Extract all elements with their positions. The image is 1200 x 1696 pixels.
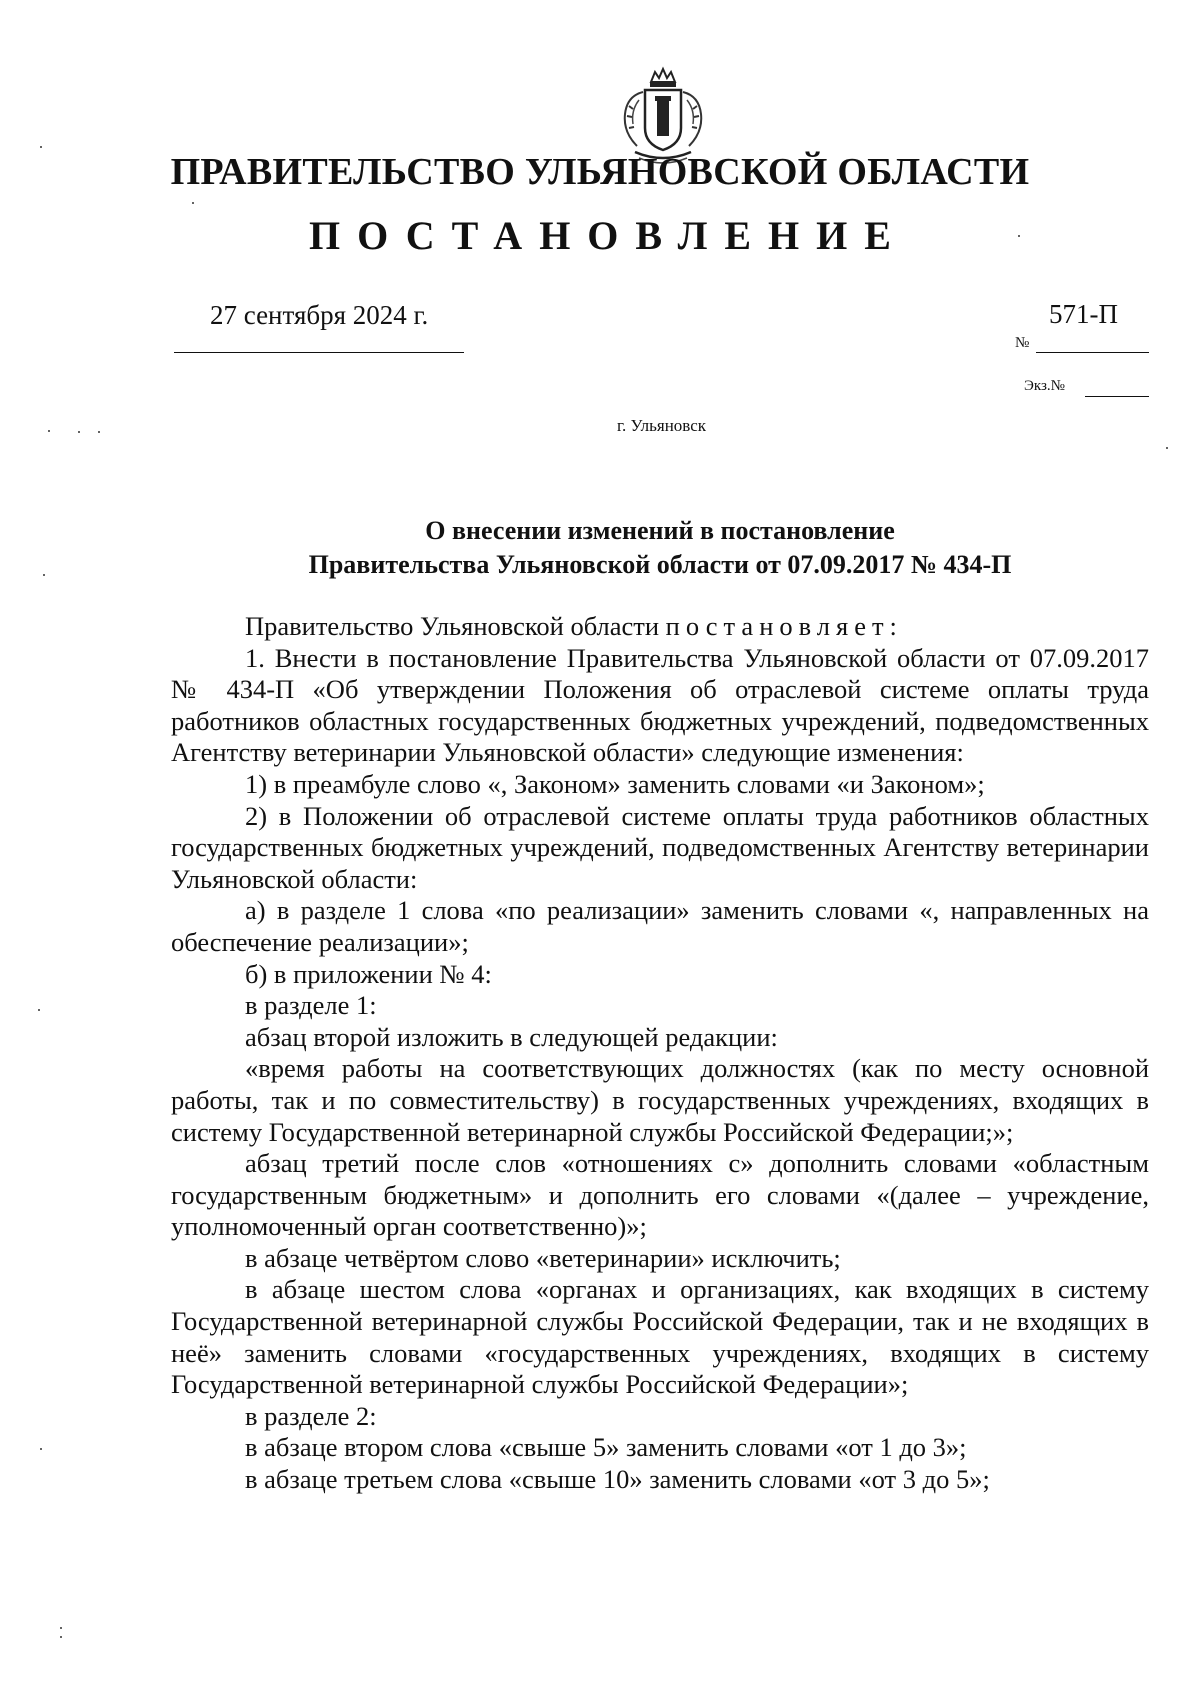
body-paragraph: 2) в Положении об отраслевой системе оплаты труда работников областных государственных бюджетных учреждений, подведомственных Агентству ветеринарии Ульяновской области: xyxy=(171,800,1149,894)
body-paragraph: абзац второй изложить в следующей редакции: xyxy=(245,1021,778,1052)
intro-verb: постановляет: xyxy=(665,611,903,641)
body-paragraph: «время работы на соответствующих должностях (как по месту основной работы, так и по совместительству) в государственных учреждениях, входящих в систему Государственной ветеринарной службы Российской Федерации;»; xyxy=(171,1053,1149,1147)
copy-number-label: Экз.№ xyxy=(1024,378,1065,394)
document-subject xyxy=(160,514,1160,582)
body-paragraph: 1) в преамбуле слово «, Законом» заменить словами «и Законом»; xyxy=(245,768,985,799)
document-date: 27 сентября 2024 г. xyxy=(210,300,429,330)
subject-line-2: Правительства Ульяновской области от 07.09.2017 № 434-П xyxy=(308,550,1012,579)
document-type: ПОСТАНОВЛЕНИЕ xyxy=(309,213,908,258)
scan-speck xyxy=(60,1636,62,1638)
body-paragraph: в абзаце втором слова «свыше 5» заменить словами «от 1 до 3»; xyxy=(245,1432,967,1463)
scan-speck xyxy=(43,574,45,576)
body-paragraph: а) в разделе 1 слова «по реализации» заменить словами «, направленных на обеспечение реализации»; xyxy=(171,895,1149,957)
date-underline xyxy=(174,352,464,353)
intro-paragraph xyxy=(171,611,1149,643)
body-paragraph: в разделе 1: xyxy=(245,990,377,1021)
document-number: 571-П xyxy=(1049,299,1118,329)
scan-speck xyxy=(78,431,80,433)
body-paragraph: в абзаце четвёртом слово «ветеринарии» исключить; xyxy=(245,1242,841,1273)
government-title: ПРАВИТЕЛЬСТВО УЛЬЯНОВСКОЙ ОБЛАСТИ xyxy=(170,151,1030,193)
subject-line-1: О внесении изменений в постановление xyxy=(425,516,895,545)
scan-speck xyxy=(98,431,100,433)
copy-number-underline xyxy=(1085,396,1149,397)
body-paragraph: 1. Внести в постановление Правительства Ульяновской области от 07.09.2017 № 434-П «Об утверждении Положения об отраслевой системе оплаты труда работников областных государственных бюджетных учреждений, подведомственных Агентству ветеринарии Ульяновской области» следующие изменения: xyxy=(171,642,1149,768)
body-paragraph: в абзаце шестом слова «органах и организациях, как входящих в систему Государственной ветеринарной службы Российской Федерации, так и не входящих в неё» заменить словами «государственных учреждениях, входящих в систему Государственной ветеринарной службы Российской Федерации»; xyxy=(171,1274,1149,1400)
number-underline xyxy=(1036,352,1149,353)
scan-speck xyxy=(38,1009,40,1011)
scan-speck xyxy=(40,1448,42,1450)
scan-speck xyxy=(48,430,50,432)
document-body xyxy=(171,611,1149,1496)
scan-speck xyxy=(1166,447,1168,449)
intro-prefix: Правительство Ульяновской области xyxy=(245,611,666,641)
body-paragraph: в абзаце третьем слова «свыше 10» заменить словами «от 3 до 5»; xyxy=(245,1464,990,1495)
scan-speck xyxy=(60,1627,62,1629)
scan-speck xyxy=(1018,235,1020,237)
scan-speck xyxy=(192,202,194,204)
number-sign: № xyxy=(1015,335,1030,351)
scan-speck xyxy=(40,146,42,148)
city: г. Ульяновск xyxy=(616,416,707,435)
body-paragraph: абзац третий после слов «отношениях с» дополнить словами «областным государственным бюджетным» и дополнить его словами «(далее – учреждение, уполномоченный орган соответственно)»; xyxy=(171,1148,1149,1242)
body-paragraph: в разделе 2: xyxy=(245,1400,377,1431)
body-paragraph: б) в приложении № 4: xyxy=(245,958,492,989)
